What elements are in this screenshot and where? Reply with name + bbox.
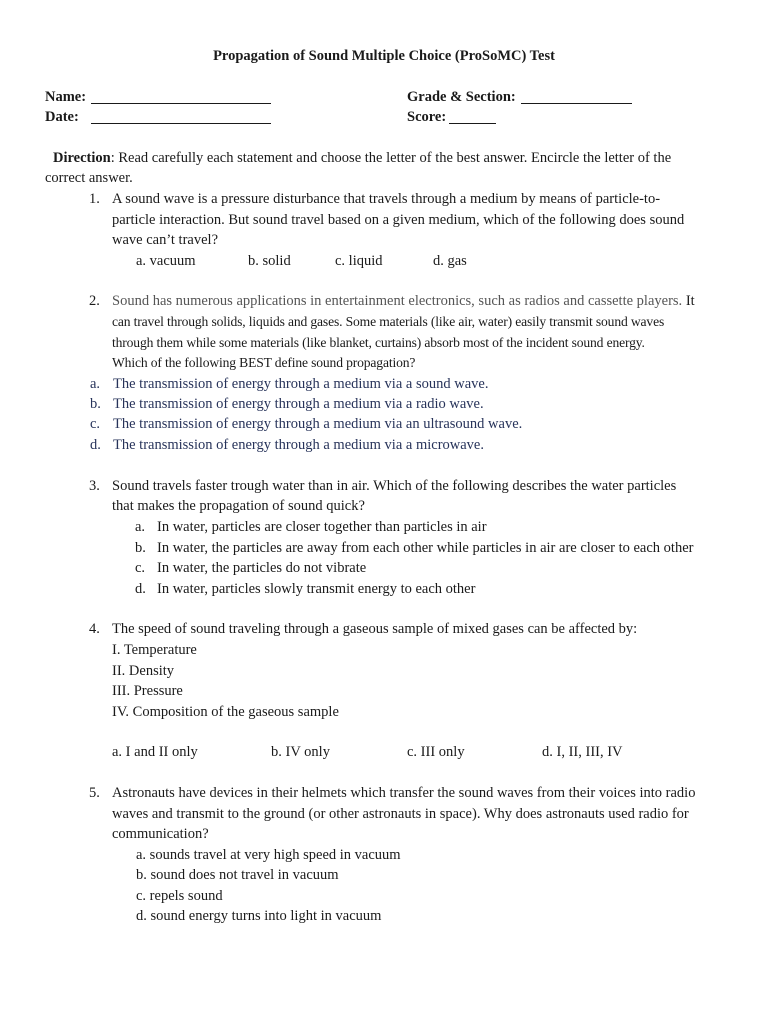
q2-stem-rest: It	[682, 293, 695, 309]
q5-stem-line: Astronauts have devices in their helmets which transfer the sound waves from their voices into radio	[112, 785, 696, 801]
q4-item: III. Pressure	[112, 683, 183, 699]
q4-item: IV. Composition of the gaseous sample	[112, 704, 339, 720]
q4-number: 4.	[89, 621, 100, 637]
q3-choice-d[interactable]: In water, particles slowly transmit energy to each other	[157, 581, 476, 597]
q3-stem-line: Sound travels faster trough water than in air. Which of the following describes the water particles	[112, 478, 677, 494]
q2-stem-line: through them while some materials (like blanket, curtains) absorb most of the incident sound energy.	[112, 335, 645, 350]
q3-choice-c-letter[interactable]: c.	[135, 560, 146, 576]
q2-choice-c[interactable]: The transmission of energy through a medium via an ultrasound wave.	[113, 416, 523, 432]
q5-stem-line: communication?	[112, 826, 209, 842]
q1-choice-c[interactable]: c. liquid	[335, 253, 383, 269]
score-field[interactable]	[449, 123, 496, 124]
name-label: Name:	[45, 89, 87, 105]
q2-choice-b[interactable]: The transmission of energy through a medium via a radio wave.	[113, 396, 484, 412]
q3-choice-c[interactable]: In water, the particles do not vibrate	[157, 560, 367, 576]
q4-choice-d[interactable]: d. I, II, III, IV	[542, 744, 623, 760]
q2-choice-a-letter[interactable]: a.	[90, 376, 101, 392]
q5-stem-line: waves and transmit to the ground (or other astronauts in space). Why does astronauts used radio for	[112, 806, 689, 822]
score-label: Score:	[407, 109, 447, 125]
q1-stem-line: wave can’t travel?	[112, 232, 219, 248]
grade-section-label: Grade & Section:	[407, 89, 516, 105]
page-title: Propagation of Sound Multiple Choice (ProSoMC) Test	[213, 48, 555, 64]
direction-line1	[53, 148, 671, 168]
q1-number: 1.	[89, 191, 100, 207]
q1-choice-b[interactable]: b. solid	[248, 253, 291, 269]
direction-text: : Read carefully each statement and choose the letter of the best answer. Encircle the letter of the	[110, 150, 672, 166]
q5-number: 5.	[89, 785, 100, 801]
q2-choice-a[interactable]: The transmission of energy through a medium via a sound wave.	[113, 376, 489, 392]
q2-stem-line	[112, 291, 695, 311]
direction-line2: correct answer.	[45, 170, 133, 186]
q3-choice-b-letter[interactable]: b.	[135, 540, 146, 556]
q2-number: 2.	[89, 293, 100, 309]
q3-stem-line: that makes the propagation of sound quick?	[112, 498, 365, 514]
q5-choice-a[interactable]: a. sounds travel at very high speed in vacuum	[136, 847, 401, 863]
q3-choice-d-letter[interactable]: d.	[135, 581, 146, 597]
q2-choice-d[interactable]: The transmission of energy through a medium via a microwave.	[113, 437, 484, 453]
q4-choice-b[interactable]: b. IV only	[271, 744, 330, 760]
q1-stem-line: A sound wave is a pressure disturbance that travels through a medium by means of particle-to-	[112, 191, 661, 207]
q2-choice-d-letter[interactable]: d.	[90, 437, 101, 453]
q2-stem-line: Which of the following BEST define sound propagation?	[112, 355, 416, 370]
q5-choice-d[interactable]: d. sound energy turns into light in vacuum	[136, 908, 382, 924]
q2-stem-grey: Sound has numerous applications in entertainment electronics, such as radios and cassette players.	[112, 293, 683, 309]
q3-number: 3.	[89, 478, 100, 494]
q3-choice-b[interactable]: In water, the particles are away from each other while particles in air are closer to each other	[157, 540, 694, 556]
q2-choice-b-letter[interactable]: b.	[90, 396, 101, 412]
q4-item: I. Temperature	[112, 642, 197, 658]
date-label: Date:	[45, 109, 79, 125]
q2-choice-c-letter[interactable]: c.	[90, 416, 101, 432]
q2-stem-line: can travel through solids, liquids and gases. Some materials (like air, water) easily transmit sound waves	[112, 314, 665, 329]
date-field[interactable]	[91, 123, 271, 124]
q3-choice-a[interactable]: In water, particles are closer together than particles in air	[157, 519, 487, 535]
q4-item: II. Density	[112, 663, 175, 679]
q1-choice-d[interactable]: d. gas	[433, 253, 467, 269]
grade-section-field[interactable]	[521, 103, 632, 104]
direction-label: Direction	[53, 150, 111, 166]
q1-stem-line: particle interaction. But sound travel based on a given medium, which of the following does sound	[112, 212, 685, 228]
q3-choice-a-letter[interactable]: a.	[135, 519, 146, 535]
q4-choice-a[interactable]: a. I and II only	[112, 744, 198, 760]
q5-choice-b[interactable]: b. sound does not travel in vacuum	[136, 867, 339, 883]
q4-stem: The speed of sound traveling through a gaseous sample of mixed gases can be affected by:	[112, 621, 638, 637]
q4-choice-c[interactable]: c. III only	[407, 744, 465, 760]
q5-choice-c[interactable]: c. repels sound	[136, 888, 223, 904]
q1-choice-a[interactable]: a. vacuum	[136, 253, 196, 269]
name-field[interactable]	[91, 103, 271, 104]
